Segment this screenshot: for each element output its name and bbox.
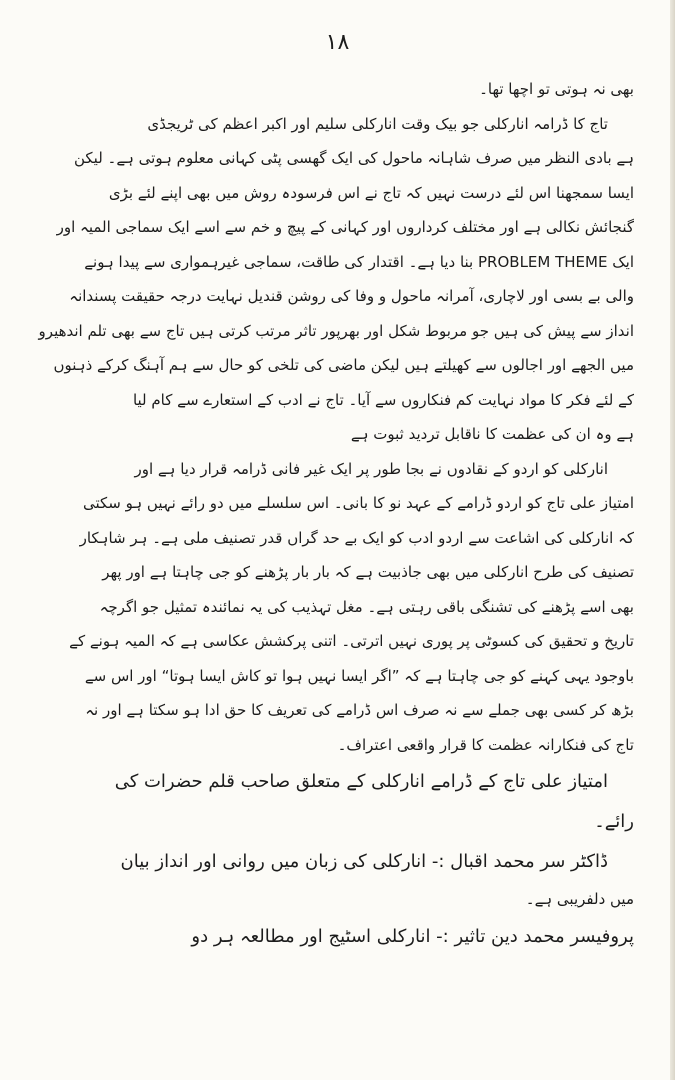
text-line: باوجود یہی کہنے کو جی چاہتا ہے کہ ”اگر ایسا نہیں ہوا تو کاش ایسا ہوتا“ اور اس سے bbox=[84, 666, 634, 685]
text-line: بھی نہ ہوتی تو اچھا تھا۔ bbox=[479, 80, 634, 98]
text-line: بڑھ کر کسی بھی جملے سے نہ صرف اس ڈرامے کی تعریف کا حق ادا ہو سکتا ہے اور نہ bbox=[85, 701, 634, 719]
text-line: ہے وہ ان کی عظمت کا ناقابل تردید ثبوت ہے bbox=[350, 425, 634, 443]
text-line: ایک PROBLEM THEME بنا دیا ہے۔ اقتدار کی طاقت، سماجی غیرہمواری سے پیدا ہونے bbox=[84, 252, 634, 271]
text-line: رائے۔ bbox=[594, 811, 634, 832]
text-line: تاریخ و تحقیق کی کسوٹی پر پوری نہیں اترتی۔ اتنی پرکشش عکاسی ہے کہ المیہ ہونے کے bbox=[69, 632, 634, 650]
text-line: ہے بادی النظر میں صرف شاہانہ ماحول کی ایک گھسی پٹی کہانی معلوم ہوتی ہے۔ لیکن bbox=[73, 149, 634, 167]
page-number: ۱۸ bbox=[325, 30, 350, 55]
page-edge bbox=[670, 0, 675, 1080]
text-line: کے لئے فکر کا مواد نہایت کم فنکاروں سے آیا۔ تاج نے ادب کے استعارے سے کام لیا bbox=[132, 390, 634, 409]
text-line: امتیاز علی تاج کو اردو ڈرامے کے عہد نو کا بانی۔ اس سلسلے میں دو رائے نہیں ہو سکتی bbox=[82, 494, 634, 512]
text-line: تاج کی فنکارانہ عظمت کا قرار واقعی اعتراف۔ bbox=[337, 735, 634, 754]
text-line: گنجائش نکالی ہے اور مختلف کرداروں اور کہانی کے پیچ و خم سے اسے ایک سماجی المیہ اور bbox=[56, 218, 634, 236]
text-line: میں الجھے اور اجالوں سے کھیلتے ہیں لیکن ماضی کی تلخی کو حال سے ہم آہنگ کرکے ذہنوں bbox=[53, 356, 634, 374]
text-line: پروفیسر محمد دین تاثیر :- انارکلی اسٹیج اور مطالعہ ہر دو bbox=[191, 925, 634, 947]
text-line: میں دلفریبی ہے۔ bbox=[525, 890, 634, 908]
text-line: کہ انارکلی کی اشاعت سے اردو ادب کو ایک بے حد گراں قدر تصنیف ملی ہے۔ ہر شاہکار bbox=[79, 528, 634, 547]
text-line: تصنیف کی طرح انارکلی میں بھی جاذبیت ہے کہ بار بار پڑھنے کو جی چاہتا ہے اور پھر bbox=[102, 563, 634, 581]
text-line: امتیاز علی تاج کے ڈرامے انارکلی کے متعلق صاحب قلم حضرات کی bbox=[114, 771, 608, 792]
text-line: ڈاکٹر سر محمد اقبال :- انارکلی کی زبان میں روانی اور انداز بیان bbox=[120, 851, 608, 872]
text-line: انارکلی کو اردو کے نقادوں نے بجا طور پر ایک غیر فانی ڈرامہ قرار دیا ہے اور bbox=[134, 459, 608, 478]
text-line: تاج کا ڈرامہ انارکلی جو بیک وقت انارکلی سلیم اور اکبر اعظم کی ٹریجڈی bbox=[147, 114, 608, 133]
body-text bbox=[34, 72, 634, 957]
text-line: بھی اسے پڑھنے کی تشنگی باقی رہتی ہے۔ مغل تہذیب کی یہ نمائندہ تمثیل جو اگرچہ bbox=[99, 597, 634, 616]
text-line: ایسا سمجھنا اس لئے درست نہیں کہ تاج نے اس فرسودہ روش میں بھی اپنے لئے بڑی bbox=[108, 183, 634, 202]
text-line: والی بے بسی اور لاچاری، آمرانہ ماحول و وفا کی روشن قندیل نہایت درجہ حقیقت پسندانہ bbox=[69, 287, 634, 305]
text-line: انداز سے پیش کی ہیں جو مربوط شکل اور بھرپور تاثر مرتب کرتی ہیں تاج سے بھی تلم اندھیرو bbox=[38, 321, 634, 340]
